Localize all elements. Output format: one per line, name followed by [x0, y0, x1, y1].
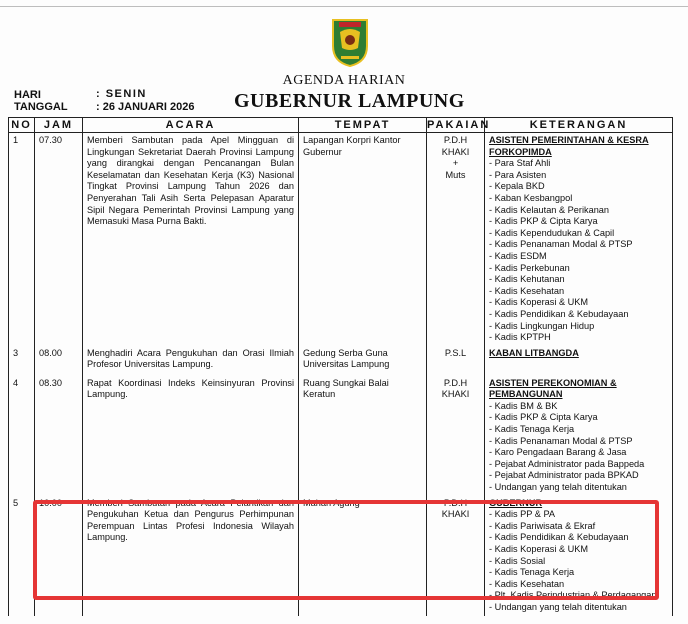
- row-tempat: Ruang Sungkai Balai Keratun: [299, 376, 427, 496]
- keterangan-item: - Kadis Penanaman Modal & PTSP: [489, 239, 633, 250]
- hari-label: HARI: [14, 89, 41, 101]
- table-row: [9, 376, 673, 496]
- col-header-tempat: TEMPAT: [299, 118, 427, 133]
- keterangan-item: - Kepala BKD: [489, 181, 545, 192]
- keterangan-item: - Kadis Kependudukan & Capil: [489, 227, 615, 238]
- row-tempat: Mahan Agung: [299, 496, 427, 616]
- row-pakaian: [427, 346, 485, 376]
- keterangan-list: [489, 401, 668, 494]
- tanggal-label: TANGGAL: [14, 101, 68, 113]
- keterangan-item: - Kadis Perkebunan: [489, 262, 570, 273]
- pakaian-line: +: [452, 158, 459, 169]
- keterangan-item: - Kadis Koperasi & UKM: [489, 297, 589, 308]
- row-acara: Memberi Sambutan pada Apel Mingguan di Lingkungan Sekretariat Daerah Provinsi Lampung yang dirangkai dengan Pencanangan Bulan Keselamatan dan Kesehatan Kerja (K3) Nasional Tingkat Provinsi Lampung Tahun 2026 dan Penyerahan Tali Asih Serta Pelepasan Aparatur Sipil Negara Pemerintah Provinsi Lampung yang Memasuki Masa Purna Bakti.: [83, 133, 299, 346]
- keterangan-item: - Pejabat Administrator pada BPKAD: [489, 470, 639, 481]
- table-row: [9, 346, 673, 376]
- row-acara: Memberi Sambutan pada Acara Pelantikan dan Pengukuhan Ketua dan Pengurus Perhimpunan Perempuan Lintas Profesi Indonesia Wilayah Lampung.: [83, 496, 299, 616]
- pakaian-line: P.D.H: [443, 135, 468, 145]
- row-pakaian: [427, 496, 485, 616]
- row-jam: 08.30: [35, 376, 83, 496]
- keterangan-item: - Kadis BM & BK: [489, 400, 558, 411]
- keterangan-item: - Kadis Pendidikan & Kebudayaan: [489, 308, 629, 319]
- keterangan-item: - Plt. Kadis Perindustrian & Perdagangan: [489, 590, 657, 601]
- row-pakaian: [427, 133, 485, 346]
- keterangan-list: [489, 158, 668, 344]
- row-pakaian: [427, 376, 485, 496]
- row-jam: 10.00: [35, 496, 83, 616]
- keterangan-item: - Kadis Tenaga Kerja: [489, 424, 575, 435]
- row-acara: Rapat Koordinasi Indeks Keinsinyuran Provinsi Lampung.: [83, 376, 299, 496]
- keterangan-item: - Kadis Pariwisata & Ekraf: [489, 520, 596, 531]
- table-row: [9, 133, 673, 346]
- row-no: 4: [9, 376, 35, 496]
- keterangan-item: - Kaban Kesbangpol: [489, 192, 573, 203]
- pakaian-line: KHAKI: [441, 389, 470, 400]
- keterangan-heading: ASISTEN PEMERINTAHAN & KESRA FORKOPIMDA: [489, 135, 649, 157]
- agenda-title: AGENDA HARIAN: [282, 73, 406, 88]
- pakaian-line: KHAKI: [441, 146, 470, 157]
- keterangan-heading: KABAN LITBANGDA: [489, 347, 579, 358]
- row-tempat: Gedung Serba Guna Universitas Lampung: [299, 346, 427, 376]
- keterangan-item: - Kadis PKP & Cipta Karya: [489, 412, 598, 423]
- keterangan-item: - Kadis Koperasi & UKM: [489, 544, 589, 554]
- keterangan-heading: ASISTEN PEREKONOMIAN & PEMBANGUNAN: [489, 377, 617, 400]
- agenda-table: [8, 117, 673, 616]
- row-acara: Menghadiri Acara Pengukuhan dan Orasi Ilmiah Profesor Universitas Lampung.: [83, 346, 299, 376]
- keterangan-item: - Karo Pengadaan Barang & Jasa: [489, 447, 627, 458]
- keterangan-item: - Pejabat Administrator pada Bappeda: [489, 458, 645, 469]
- row-tempat: Lapangan Korpri Kantor Gubernur: [299, 133, 427, 346]
- governor-title: GUBERNUR LAMPUNG: [234, 90, 465, 112]
- keterangan-item: - Kadis Pendidikan & Kebudayaan: [489, 532, 629, 543]
- col-header-acara: ACARA: [83, 118, 299, 133]
- col-header-no: NO: [9, 118, 35, 133]
- row-no: 1: [9, 133, 35, 346]
- pakaian-line: KHAKI: [441, 509, 470, 520]
- keterangan-item: - Undangan yang telah ditentukan: [489, 482, 627, 493]
- tanggal-value: : 26 JANUARI 2026: [96, 101, 195, 113]
- keterangan-item: - Para Asisten: [489, 169, 547, 180]
- col-header-pakaian: PAKAIAN: [427, 119, 491, 131]
- pakaian-line: P.D.H: [443, 497, 468, 508]
- pakaian-line: P.S.L: [444, 347, 467, 358]
- keterangan-item: - Undangan yang telah ditentukan: [489, 601, 627, 612]
- col-header-jam: JAM: [35, 118, 83, 133]
- keterangan-item: - Kadis Kesehatan: [489, 285, 565, 296]
- keterangan-item: - Kadis KPTPH: [489, 332, 551, 343]
- row-keterangan: [485, 376, 673, 496]
- keterangan-item: - Kadis Kelautan & Perikanan: [489, 204, 610, 215]
- keterangan-item: - Kadis PKP & Cipta Karya: [489, 216, 598, 227]
- row-keterangan: [485, 133, 673, 346]
- keterangan-item: - Kadis Kehutanan: [489, 274, 565, 285]
- keterangan-item: - Kadis Lingkungan Hidup: [489, 320, 595, 331]
- pakaian-line: Muts: [445, 169, 466, 180]
- col-header-keterangan: KETERANGAN: [485, 118, 673, 133]
- keterangan-item: - Kadis ESDM: [489, 250, 547, 261]
- row-keterangan: [485, 346, 673, 376]
- hari-value: : SENIN: [96, 88, 147, 100]
- pakaian-line: P.D.H: [443, 377, 468, 388]
- keterangan-heading: GUBERNUR: [489, 497, 543, 508]
- page-edge-line: [0, 6, 688, 7]
- keterangan-item: - Kadis Kesehatan: [489, 578, 565, 589]
- row-no: 3: [9, 346, 35, 376]
- keterangan-item: - Kadis Penanaman Modal & PTSP: [489, 435, 633, 446]
- row-keterangan: [485, 496, 673, 616]
- row-jam: 08.00: [35, 346, 83, 376]
- row-no: 5: [9, 496, 35, 616]
- keterangan-item: - Para Staf Ahli: [489, 158, 551, 169]
- keterangan-item: - Kadis Tenaga Kerja: [489, 567, 575, 578]
- table-header-row: [9, 118, 673, 133]
- lampung-emblem-icon: [330, 16, 370, 68]
- keterangan-item: - Kadis PP & PA: [489, 509, 556, 520]
- table-row: [9, 496, 673, 616]
- keterangan-item: - Kadis Sosial: [489, 555, 546, 566]
- row-jam: 07.30: [35, 133, 83, 346]
- keterangan-list: [489, 509, 668, 613]
